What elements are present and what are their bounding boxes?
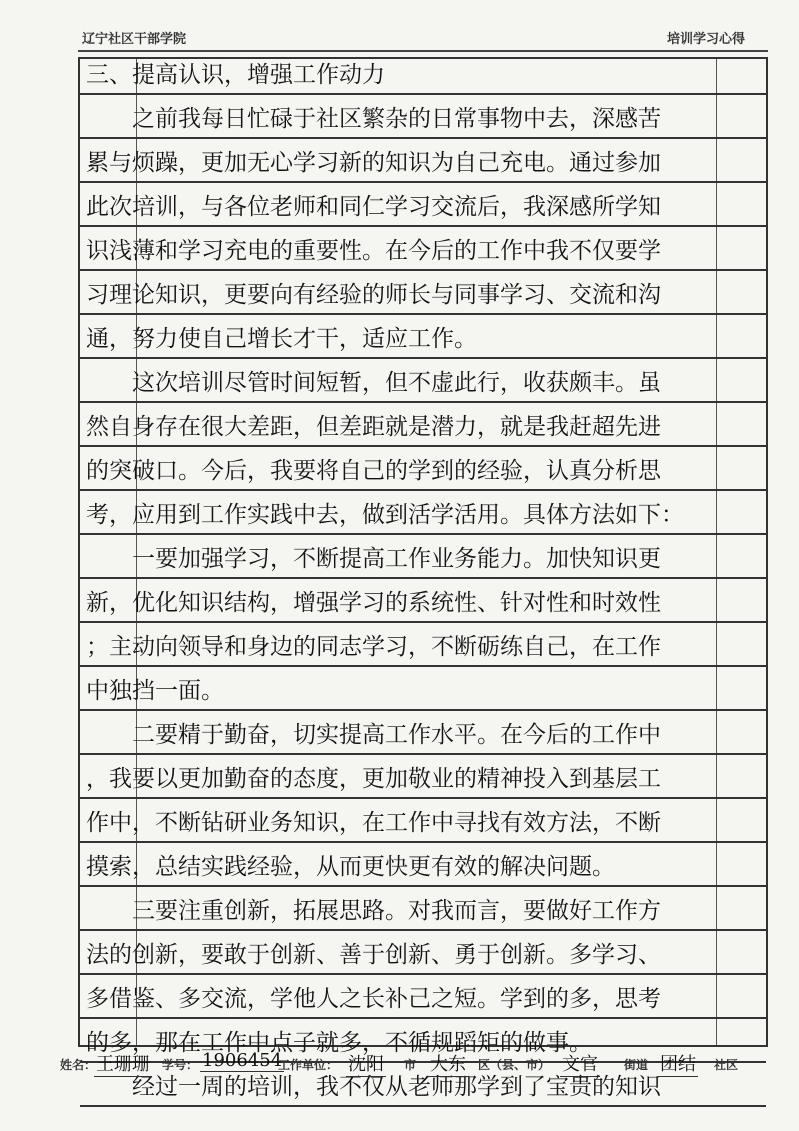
id-label: 学号：: [162, 1058, 199, 1072]
grid-row: [80, 447, 766, 491]
district-label: 区（县、市）: [478, 1058, 551, 1072]
name-label: 姓名：: [60, 1058, 97, 1072]
grid-row: [80, 491, 766, 535]
grid-row: [80, 711, 766, 755]
handwritten-line: 摸索，总结实践经验，从而更快更有效的解决问题。: [86, 854, 615, 880]
handwritten-line: 这次培训尽管时间短暂，但不虚此行，收获颇丰。虽: [86, 370, 661, 396]
city-label: 市: [404, 1058, 417, 1072]
id-value: 1906454: [202, 1050, 283, 1071]
grid-row: [80, 535, 766, 579]
college-name: 辽宁社区干部学院: [82, 32, 187, 47]
grid-row: [80, 799, 766, 843]
handwritten-line: 二要精于勤奋，切实提高工作水平。在今后的工作中: [86, 722, 661, 748]
grid-row: [80, 315, 766, 359]
handwritten-line: 多借鉴、多交流，学他人之长补己之短。学到的多，思考: [86, 986, 661, 1012]
handwritten-line: 考，应用到工作实践中去，做到活学活用。具体方法如下：: [86, 502, 684, 528]
handwritten-line: 通，努力使自己增长才干，适应工作。: [86, 326, 477, 352]
handwritten-line: 三要注重创新，拓展思路。对我而言，要做好工作方: [86, 898, 661, 924]
grid-row: [80, 227, 766, 271]
grid-row: [80, 579, 766, 623]
unit-label: 工作单位：: [278, 1058, 339, 1072]
handwritten-line: 的突破口。今后，我要将自己的学到的经验，认真分析思: [86, 458, 661, 484]
grid-row: [80, 843, 766, 887]
community-label: 社区: [714, 1058, 739, 1072]
handwritten-line: 中独挡一面。: [86, 678, 224, 704]
district-value: 大东: [428, 1050, 468, 1077]
student-info-footer: [60, 1050, 779, 1075]
grid-row: [80, 667, 766, 711]
grid-row: [80, 139, 766, 183]
handwritten-line: 然自身存在很大差距，但差距就是潜力，就是我赶超先进: [86, 414, 661, 440]
street-label: 街道: [624, 1058, 649, 1072]
document-title: 培训学习心得: [666, 32, 745, 47]
grid-row: [80, 359, 766, 403]
handwritten-line: 法的创新，要敢于创新、善于创新、勇于创新。多学习、: [86, 942, 661, 968]
handwritten-line: 识浅薄和学习充电的重要性。在今后的工作中我不仅要学: [86, 238, 661, 264]
handwritten-line: ，我要以更加勤奋的态度，更加敬业的精神投入到基层工: [86, 766, 661, 792]
grid-row: [80, 975, 766, 1019]
handwritten-line: 之前我每日忙碌于社区繁杂的日常事物中去，深感苦: [86, 106, 661, 132]
grid-row: [80, 623, 766, 667]
grid-row: [80, 271, 766, 315]
handwritten-line: 此次培训，与各位老师和同仁学习交流后，我深感所学知: [86, 194, 661, 220]
name-value: 王珊珊: [94, 1050, 152, 1077]
street-value: 文官: [560, 1050, 600, 1077]
handwritten-line: 的多，那在工作中点子就多，不循规蹈矩的做事。: [86, 1030, 592, 1056]
grid-row: [80, 183, 766, 227]
grid-row: [80, 95, 766, 139]
community-value: 团结: [658, 1050, 698, 1077]
grid-row: [80, 887, 766, 931]
city-value: 沈阳: [346, 1050, 386, 1077]
grid-row: [80, 403, 766, 447]
handwritten-line: 新，优化知识结构，增强学习的系统性、针对性和时效性: [86, 590, 661, 616]
handwritten-line: 作中，不断钻研业务知识，在工作中寻找有效方法，不断: [86, 810, 661, 836]
grid-row: [80, 931, 766, 975]
handwritten-line: 经过一周的培训，我不仅从老师那学到了宝贵的知识: [86, 1074, 661, 1100]
handwritten-line: 累与烦躁，更加无心学习新的知识为自己充电。通过参加: [86, 150, 661, 176]
handwritten-line: 三、提高认识，增强工作动力: [86, 62, 385, 88]
grid-row: [80, 755, 766, 799]
grid-row: [80, 51, 766, 95]
handwritten-line: 一要加强学习，不断提高工作业务能力。加快知识更: [86, 546, 661, 572]
handwritten-line: 习理论知识，更要向有经验的师长与同事学习、交流和沟: [86, 282, 661, 308]
handwritten-line: ；主动向领导和身边的同志学习，不断砺练自己，在工作: [86, 634, 661, 660]
page-header: [82, 28, 759, 46]
